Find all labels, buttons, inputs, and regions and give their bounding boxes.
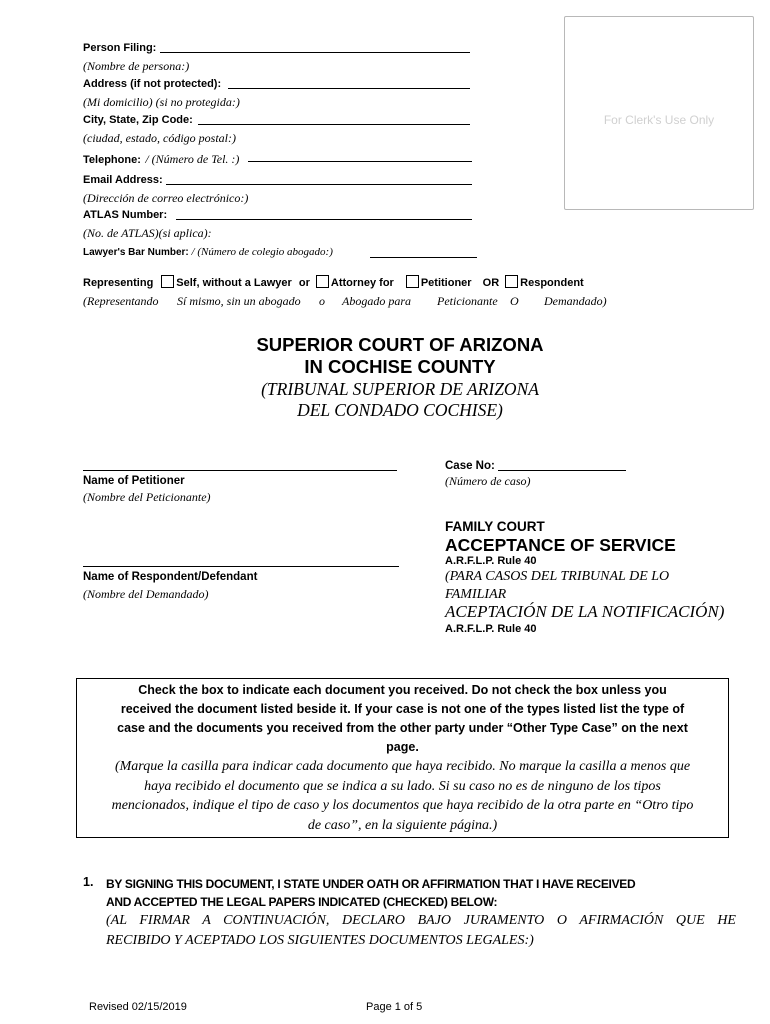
instructions-es-2: haya recibido el documento que se indica a su lado. Si su caso no es de ninguno de los tipos xyxy=(144,778,661,794)
petitioner-checkbox[interactable] xyxy=(406,275,419,288)
self-es: Sí mismo, sin un abogado xyxy=(177,294,301,308)
bar-row xyxy=(83,245,333,260)
atlas-es: (No. de ATLAS)(si aplica): xyxy=(83,226,212,240)
city-label: City, State, Zip Code: xyxy=(83,114,193,126)
respondent-checkbox[interactable] xyxy=(505,275,518,288)
family-es xyxy=(445,568,669,604)
person-filing-label: Person Filing: xyxy=(83,42,157,54)
address-label: Address (if not protected): xyxy=(83,78,222,90)
section1-en-1: BY SIGNING THIS DOCUMENT, I STATE UNDER OATH OR AFFIRMATION THAT I HAVE RECEIVED xyxy=(106,877,636,891)
court-line2-es: DEL CONDADO COCHISE) xyxy=(297,400,503,420)
section1-en xyxy=(106,875,736,911)
email-label: Email Address: xyxy=(83,174,163,186)
family-es-line1: (PARA CASOS DEL TRIBUNAL DE LO xyxy=(445,569,670,584)
respondent-label: Respondent xyxy=(520,277,584,289)
court-title-es xyxy=(150,379,650,421)
section1-es-2: RECIBIDO Y ACEPTADO LOS SIGUIENTES DOCUMENTOS LEGALES:) xyxy=(106,933,534,948)
case-no-line[interactable] xyxy=(498,470,626,471)
person-filing-line[interactable] xyxy=(160,52,470,53)
revised-date: Revised 02/15/2019 xyxy=(89,1001,187,1013)
rule-label: A.R.F.L.P. Rule 40 xyxy=(445,555,537,567)
court-title xyxy=(150,334,650,378)
instructions-en-4: page. xyxy=(386,740,419,754)
self-checkbox[interactable] xyxy=(161,275,174,288)
city-es: (ciudad, estado, código postal:) xyxy=(83,131,236,145)
instructions-box xyxy=(76,678,729,838)
instructions-en-1: Check the box to indicate each document you received. Do not check the box unless you xyxy=(138,683,667,697)
instructions-en xyxy=(77,679,728,757)
representing-es: (Representando xyxy=(83,294,159,308)
atlas-label: ATLAS Number: xyxy=(83,209,168,221)
court-line1-es: (TRIBUNAL SUPERIOR DE ARIZONA xyxy=(261,379,539,399)
instructions-es-3: mencionados, indique el tipo de caso y los documentos que haya recibido de la otra parte en “Otro tipo xyxy=(111,798,694,813)
city-line[interactable] xyxy=(198,124,470,125)
email-line[interactable] xyxy=(166,184,472,185)
representing-row xyxy=(83,275,584,290)
family-court-label: FAMILY COURT xyxy=(445,519,545,534)
bar-es: / (Número de colegio abogado:) xyxy=(191,246,333,258)
self-label: Self, without a Lawyer xyxy=(176,277,292,289)
rule2-label: A.R.F.L.P. Rule 40 xyxy=(445,623,537,635)
instructions-es-4: de caso”, en la siguiente página.) xyxy=(307,817,498,833)
bar-label: Lawyer's Bar Number: xyxy=(83,247,189,258)
petitioner-label: Petitioner xyxy=(420,277,472,289)
section1-number: 1. xyxy=(83,875,94,889)
section1-es-1: (AL FIRMAR A CONTINUACIÓN, DECLARO BAJO JURAMENTO O AFIRMACIÓN QUE HE xyxy=(106,913,736,928)
telephone-es: / (Número de Tel. :) xyxy=(145,152,240,166)
instructions-en-2: received the document listed beside it. If your case is not one of the types listed list the type of xyxy=(120,702,685,716)
person-filing-es: (Nombre de persona:) xyxy=(83,59,190,73)
address-es: (Mi domicilio) (si no protegida:) xyxy=(83,95,240,109)
address-line[interactable] xyxy=(228,88,470,89)
petitioner-label: Name of Petitioner xyxy=(83,475,185,487)
or2-label: OR xyxy=(482,277,500,289)
instructions-es xyxy=(77,757,728,835)
email-es: (Dirección de correo electrónico:) xyxy=(83,191,249,205)
telephone-row xyxy=(83,150,239,168)
instructions-es-1: (Marque la casilla para indicar cada documento que haya recibido. No marque la casilla a menos que xyxy=(114,759,691,774)
document-title-es: ACEPTACIÓN DE LA NOTIFICACIÓN) xyxy=(445,602,725,621)
family-es-line2: FAMILIAR xyxy=(445,587,507,602)
or2-es: O xyxy=(510,294,519,308)
court-line1: SUPERIOR COURT OF ARIZONA xyxy=(256,334,544,355)
attorney-label: Attorney for xyxy=(330,277,394,289)
case-no-es: (Número de caso) xyxy=(445,474,531,488)
page-number: Page 1 of 5 xyxy=(366,1001,423,1013)
bar-line[interactable] xyxy=(370,257,477,258)
telephone-label: Telephone: xyxy=(83,154,141,166)
petitioner-line[interactable] xyxy=(83,470,397,471)
atlas-line[interactable] xyxy=(176,219,472,220)
petitioner-es: (Nombre del Peticionante) xyxy=(83,490,211,504)
instructions-en-3: case and the documents you received from the other party under “Other Type Case” on the next xyxy=(117,721,688,735)
telephone-line[interactable] xyxy=(248,161,472,162)
court-line2: IN COCHISE COUNTY xyxy=(304,356,496,377)
respondent-label: Name of Respondent/Defendant xyxy=(83,571,258,583)
representing-label: Representing xyxy=(83,277,154,289)
or-label: or xyxy=(298,277,310,289)
case-no-label: Case No: xyxy=(445,460,495,472)
section1-es xyxy=(106,911,736,951)
document-title: ACCEPTANCE OF SERVICE xyxy=(445,535,676,555)
respondent-line[interactable] xyxy=(83,566,399,567)
clerk-use-label: For Clerk's Use Only xyxy=(603,113,715,127)
section1-en-2: AND ACCEPTED THE LEGAL PAPERS INDICATED (CHECKED) BELOW: xyxy=(106,895,498,909)
clerk-use-box xyxy=(564,16,754,210)
attorney-checkbox[interactable] xyxy=(316,275,329,288)
or-es: o xyxy=(319,294,325,308)
respondent-es: Demandado) xyxy=(544,294,607,308)
attorney-es: Abogado para xyxy=(342,294,411,308)
petitioner-es: Peticionante xyxy=(437,294,498,308)
respondent-es: (Nombre del Demandado) xyxy=(83,587,209,601)
